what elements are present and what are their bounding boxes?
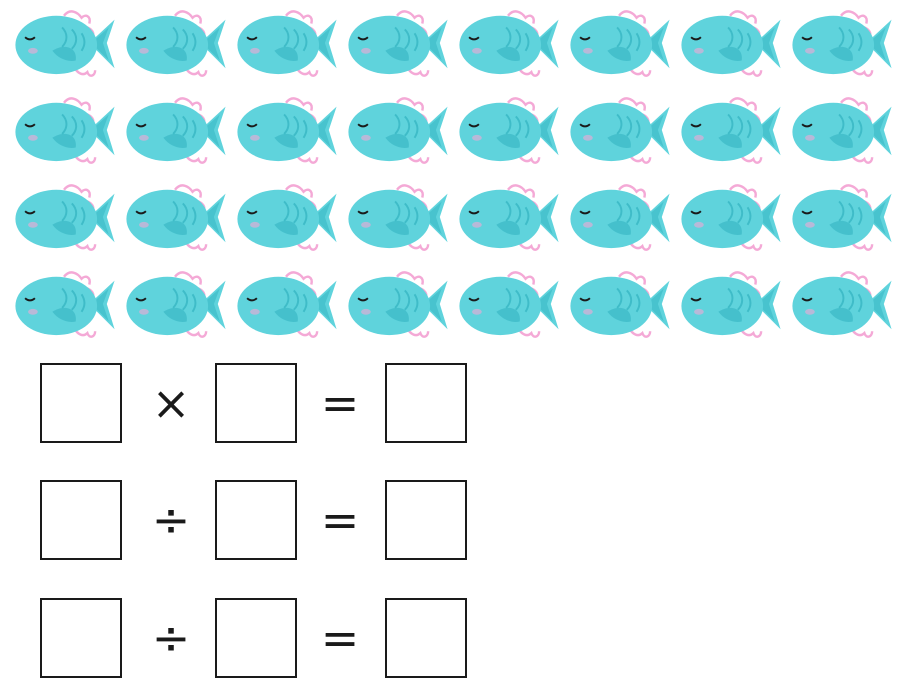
answer-box[interactable] xyxy=(40,480,122,560)
answer-box[interactable] xyxy=(215,480,297,560)
answer-box[interactable] xyxy=(215,598,297,678)
multiply-operator: × xyxy=(151,376,191,430)
equation-row-divide xyxy=(40,598,480,682)
answer-box[interactable] xyxy=(40,598,122,678)
equals-sign: = xyxy=(320,493,360,547)
divide-operator: ÷ xyxy=(151,611,191,665)
equals-sign: = xyxy=(320,611,360,665)
divide-operator: ÷ xyxy=(151,493,191,547)
answer-box[interactable] xyxy=(40,363,122,443)
answer-box[interactable] xyxy=(385,480,467,560)
equation-row-multiply xyxy=(40,363,480,447)
answer-box[interactable] xyxy=(385,598,467,678)
answer-box[interactable] xyxy=(215,363,297,443)
equals-sign: = xyxy=(320,376,360,430)
answer-box[interactable] xyxy=(385,363,467,443)
equation-row-divide xyxy=(40,480,480,564)
